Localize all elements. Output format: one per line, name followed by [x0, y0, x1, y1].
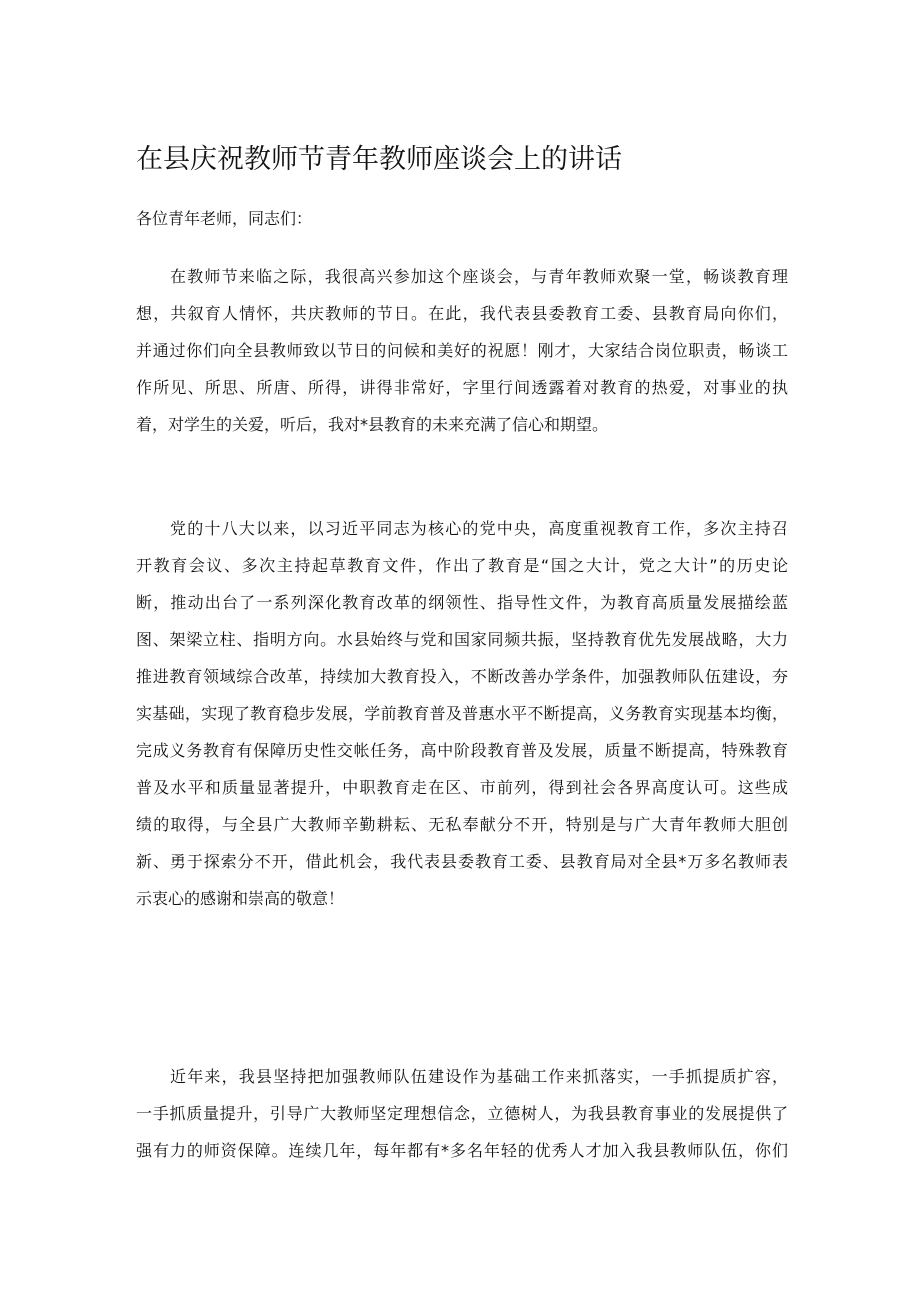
- paragraph-line: 着，对学生的关爱，听后，我对*县教育的未来充满了信心和期望。: [136, 415, 609, 434]
- paragraph-line: 示衷心的感谢和崇高的敬意！: [136, 889, 345, 908]
- paragraph-line: 断，推动出台了一系列深化教育改革的纲领性、指导性文件，为教育高质量发展描绘蓝: [136, 593, 788, 612]
- paragraph-line: 绩的取得，与全县广大教师辛勤耕耘、无私奉献分不开，特别是与广大青年教师大胆创: [136, 815, 788, 834]
- paragraph-line: 近年来，我县坚持把加强教师队伍建设作为基础工作来抓落实，一手抓提质扩容，: [170, 1067, 788, 1086]
- paragraph-line: 作所见、所思、所唐、所得，讲得非常好，字里行间透露着对教育的热爱，对事业的执: [136, 378, 788, 397]
- paragraph-line: 强有力的师资保障。连续几年，每年都有*多名年轻的优秀人才加入我县教师队伍，你们: [136, 1141, 788, 1160]
- paragraph-line: 图、架梁立柱、指明方向。水县始终与党和国家同频共振，坚持教育优先发展战略，大力: [136, 630, 788, 649]
- paragraph-3: [136, 1058, 788, 1169]
- paragraph-2: [136, 510, 788, 917]
- paragraph-line: 党的十八大以来，以习近平同志为核心的党中央，高度重视教育工作，多次主持召: [170, 519, 788, 538]
- document-title: 在县庆祝教师节青年教师座谈会上的讲话: [136, 144, 622, 175]
- paragraph-line: 并通过你们向全县教师致以节日的问候和美好的祝愿！刚才，大家结合岗位职责，畅谈工: [136, 341, 788, 360]
- paragraph-line: 一手抓质量提升，引导广大教师坚定理想信念，立德树人，为我县教育事业的发展提供了: [136, 1104, 788, 1123]
- paragraph-line: 新、勇于探索分不开，借此机会，我代表县委教育工委、县教育局对全县*万多名教师表: [136, 852, 788, 871]
- paragraph-line: 普及水平和质量显著提升，中职教育走在区、市前列，得到社会各界高度认可。这些成: [136, 778, 788, 797]
- paragraph-1: [136, 258, 788, 443]
- paragraph-line: 推进教育领域综合改革，持续加大教育投入，不断改善办学条件，加强教师队伍建设，夯: [136, 667, 788, 686]
- paragraph-line: 想，共叙育人情怀，共庆教师的节日。在此，我代表县委教育工委、县教育局向你们，: [136, 304, 788, 323]
- paragraph-line: 实基础，实现了教育稳步发展，学前教育普及普惠水平不断提高，义务教育实现基本均衡，: [136, 704, 788, 723]
- paragraph-line: 在教师节来临之际，我很高兴参加这个座谈会，与青年教师欢聚一堂，畅谈教育理: [170, 267, 788, 286]
- salutation: 各位青年老师，同志们：: [136, 209, 313, 228]
- paragraph-line: 开教育会议、多次主持起草教育文件，作出了教育是“国之大计，党之大计”的历史论: [136, 556, 788, 575]
- paragraph-line: 完成义务教育有保障历史性交帐任务，高中阶段教育普及发展，质量不断提高，特殊教育: [136, 741, 788, 760]
